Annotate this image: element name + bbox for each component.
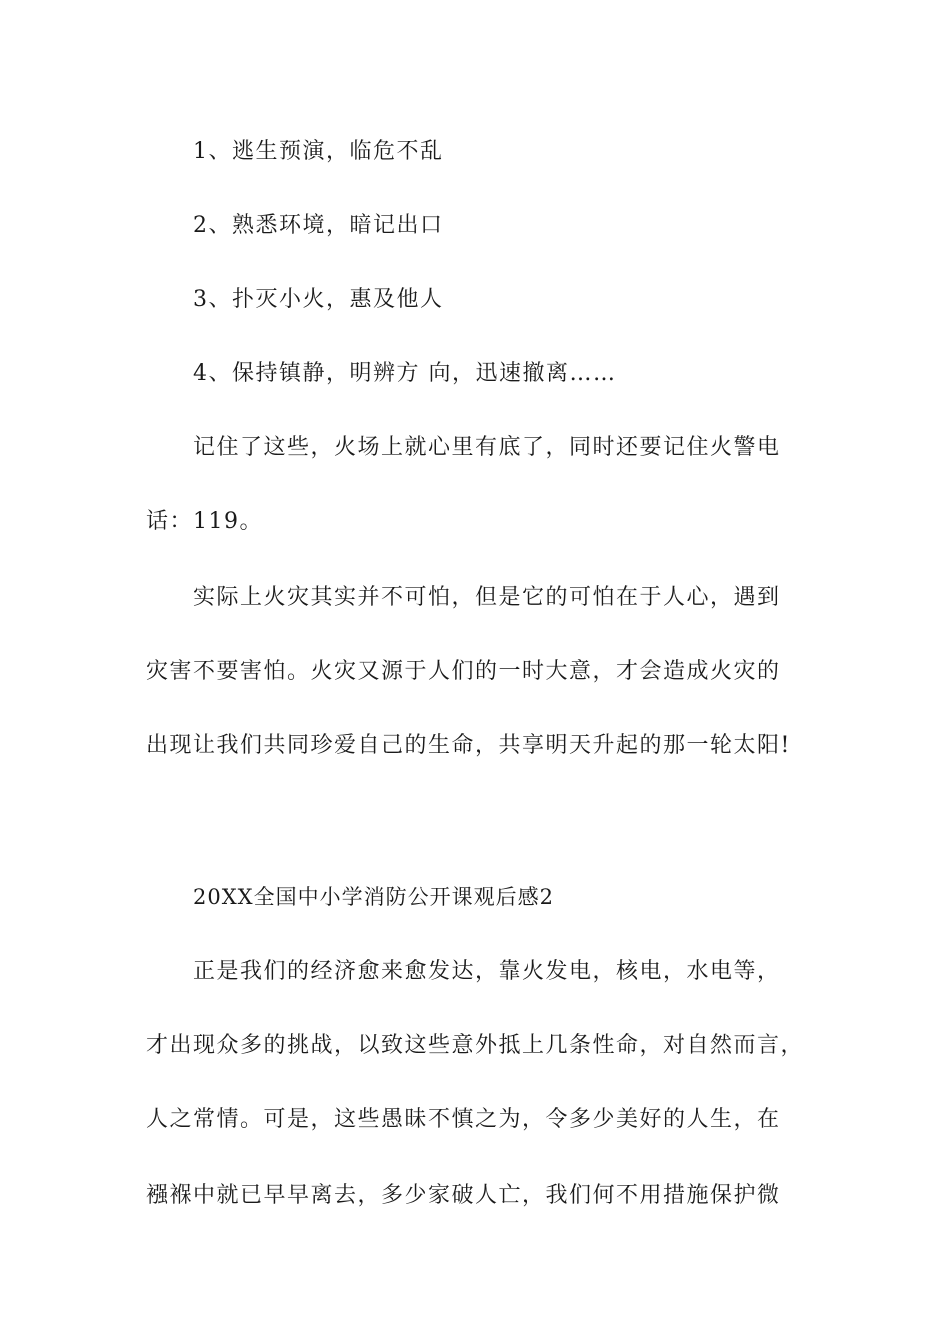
list-item-3: 3、扑灭小火，惠及他人: [193, 287, 444, 312]
list-item-4: 4、保持镇静，明辨方 向，迅速撤离……: [193, 361, 617, 386]
paragraph-3-line-3: 人之常情。可是，这些愚昧不慎之为，令多少美好的人生，在: [146, 1107, 781, 1132]
paragraph-1-line-1: 记住了这些，火场上就心里有底了，同时还要记住火警电: [193, 435, 781, 460]
list-item-1: 1、逃生预演，临危不乱: [193, 139, 444, 164]
paragraph-3-line-2: 才出现众多的挑战，以致这些意外抵上几条性命，对自然而言，: [146, 1033, 805, 1058]
paragraph-3-line-1: 正是我们的经济愈来愈发达，靠火发电，核电，水电等，: [193, 959, 781, 984]
paragraph-2-line-1: 实际上火灾其实并不可怕，但是它的可怕在于人心，遇到: [193, 585, 781, 610]
paragraph-2-line-2: 灾害不要害怕。火灾又源于人们的一时大意，才会造成火灾的: [146, 659, 781, 684]
list-item-2: 2、熟悉环境，暗记出口: [193, 213, 444, 238]
paragraph-2-line-3: 出现让我们共同珍爱自己的生命，共享明天升起的那一轮太阳!: [146, 733, 791, 758]
paragraph-1-line-2: 话：119。: [146, 509, 263, 534]
paragraph-3-line-4: 襁褓中就已早早离去，多少家破人亡，我们何不用措施保护微: [146, 1183, 781, 1208]
section-title: 20XX全国中小学消防公开课观后感2: [193, 885, 554, 909]
